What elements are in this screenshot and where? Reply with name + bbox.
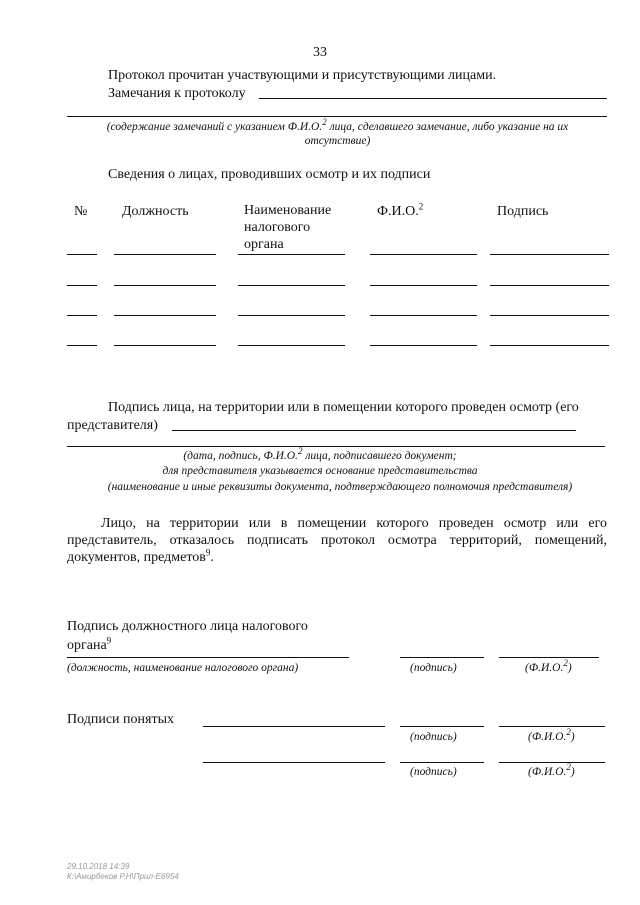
official-signature-label2: органа$^9$ (67, 635, 112, 653)
col-signature: Подпись (497, 204, 549, 219)
footer-filepath: К:\Амирбеков Р.Н\Прил-Е6954 (67, 872, 179, 881)
official-hint-signature: (подпись) (410, 662, 457, 674)
witness-1-signature-line (400, 726, 484, 727)
witness-1-hint-signature: (подпись) (410, 731, 457, 743)
official-fio-line (499, 657, 599, 658)
owner-signature-line-2 (67, 446, 605, 447)
remarks-line (259, 98, 607, 99)
col-authority: Наименование налогового органа (244, 203, 332, 252)
official-position-line (67, 657, 349, 658)
witness-1-fio-line (499, 726, 605, 727)
official-hint-position: (должность, наименование налогового органа) (67, 662, 299, 674)
col-position: Должность (122, 204, 189, 219)
official-signature-label1: Подпись должностного лица налогового (67, 619, 308, 634)
owner-signature-line (172, 430, 576, 431)
remarks-line-2 (67, 116, 607, 117)
inspectors-heading: Сведения о лицах, проводивших осмотр и их подписи (108, 167, 431, 182)
witness-2-signature-line (400, 762, 484, 763)
page-number: 33 (313, 45, 327, 60)
witness-1-hint-fio: (Ф.И.О.$^2$) (528, 727, 575, 743)
footer-timestamp: 29.10.2018 14:39 (67, 862, 130, 871)
witnesses-label: Подписи понятых (67, 712, 174, 727)
owner-signature-line2: представителя) (67, 418, 158, 433)
owner-hint3: (наименование и иные реквизиты документа, подтверждающего полномочия представителя) (107, 481, 573, 493)
witness-2-hint-fio: (Ф.И.О.$^2$) (528, 762, 575, 778)
owner-signature-line1: Подпись лица, на территории или в помещении которого проведен осмотр (его (108, 400, 579, 415)
owner-hint1: (дата, подпись, Ф.И.О.$^2$ лица, подписавшего документ; (183, 446, 457, 462)
col-fio: Ф.И.О.$^2$ (377, 201, 424, 219)
official-signature-line (400, 657, 484, 658)
witness-1-name-line (203, 726, 385, 727)
witness-2-hint-signature: (подпись) (410, 766, 457, 778)
protocol-read-text: Протокол прочитан участвующими и присутствующими лицами. (108, 68, 497, 83)
official-hint-fio: (Ф.И.О.$^2$) (525, 658, 572, 674)
remarks-hint: (содержание замечаний с указанием Ф.И.О.$^2$ лица, сделавшего замечание, либо указание на их (106, 117, 569, 133)
col-number: № (74, 204, 88, 219)
remarks-hint-line2: отсутствие) (304, 135, 371, 147)
witness-2-name-line (203, 762, 385, 763)
owner-hint2: для представителя указывается основание представительства (162, 465, 478, 477)
remarks-label: Замечания к протоколу (108, 86, 246, 101)
witness-2-fio-line (499, 762, 605, 763)
refusal-paragraph: Лицо, на территории или в помещении которого проведен осмотр или его представитель, отказалось подписать протокол осмотра территорий, помещений, документов, предметов$^9$. (67, 516, 607, 565)
